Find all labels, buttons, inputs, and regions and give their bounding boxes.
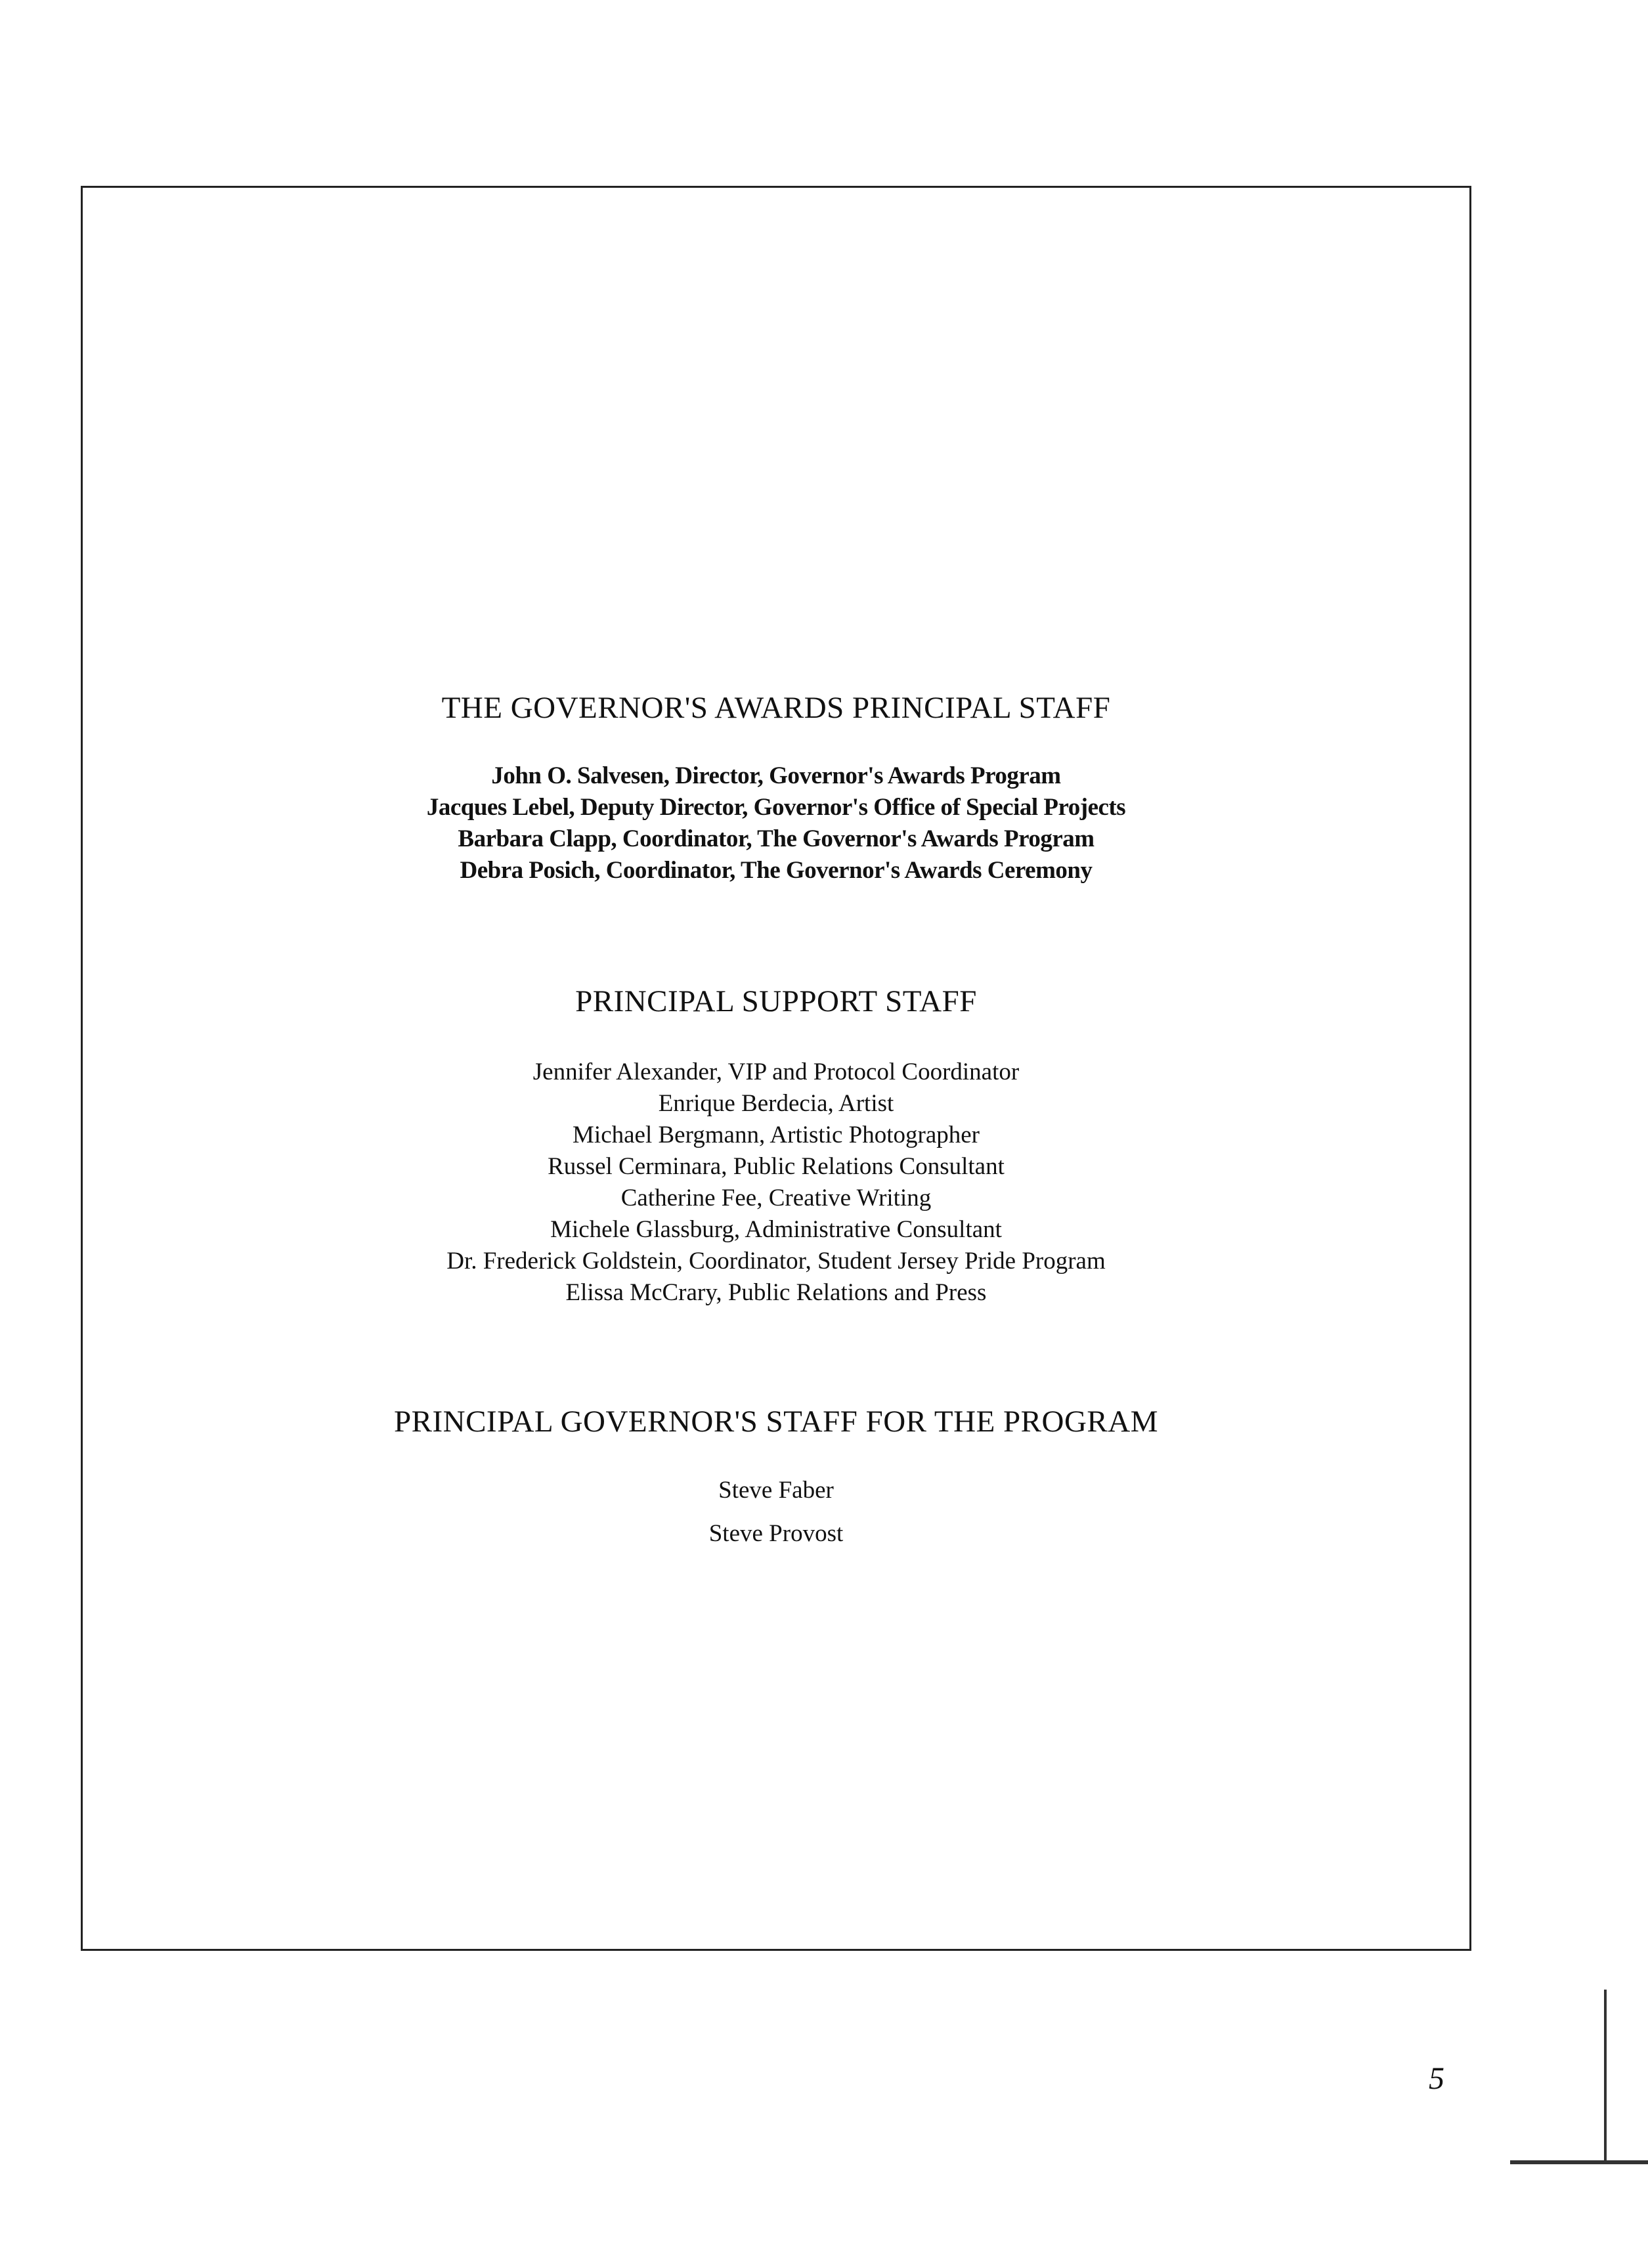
section-heading: PRINCIPAL GOVERNOR'S STAFF FOR THE PROGRAM [394, 1405, 1158, 1439]
support-staff-section [81, 983, 1471, 1309]
list-item: Elissa McCrary, Public Relations and Press [565, 1279, 987, 1307]
scan-edge-line [1510, 2160, 1648, 2164]
list-item: Catherine Fee, Creative Writing [620, 1185, 932, 1212]
governors-staff-section [81, 1403, 1471, 1556]
list-item: John O. Salvesen, Director, Governor's Awards Program [491, 762, 1061, 790]
list-item: Dr. Frederick Goldstein, Coordinator, Student Jersey Pride Program [446, 1248, 1106, 1275]
section-heading: PRINCIPAL SUPPORT STAFF [575, 984, 977, 1018]
staff-list [81, 1469, 1471, 1556]
list-item: Michele Glassburg, Administrative Consultant [550, 1216, 1002, 1244]
list-item: Steve Faber [718, 1477, 834, 1504]
list-item: Jennifer Alexander, VIP and Protocol Coordinator [532, 1058, 1020, 1086]
list-item: Michael Bergmann, Artistic Photographer [573, 1122, 980, 1149]
staff-list [81, 1057, 1471, 1309]
section-heading: THE GOVERNOR'S AWARDS PRINCIPAL STAFF [441, 691, 1111, 725]
list-item: Enrique Berdecia, Artist [658, 1090, 894, 1118]
list-item: Jacques Lebel, Deputy Director, Governor's Office of Special Projects [426, 794, 1126, 821]
list-item: Russel Cerminara, Public Relations Consultant [548, 1153, 1005, 1181]
list-item: Steve Provost [708, 1520, 844, 1548]
list-item: Barbara Clapp, Coordinator, The Governor's Awards Program [458, 825, 1095, 853]
principal-staff-section [81, 689, 1471, 886]
page-number: 5 [1429, 2061, 1444, 2096]
list-item: Debra Posich, Coordinator, The Governor's Awards Ceremony [460, 857, 1093, 884]
staff-list [81, 760, 1471, 886]
scan-edge-line [1604, 1990, 1607, 2160]
